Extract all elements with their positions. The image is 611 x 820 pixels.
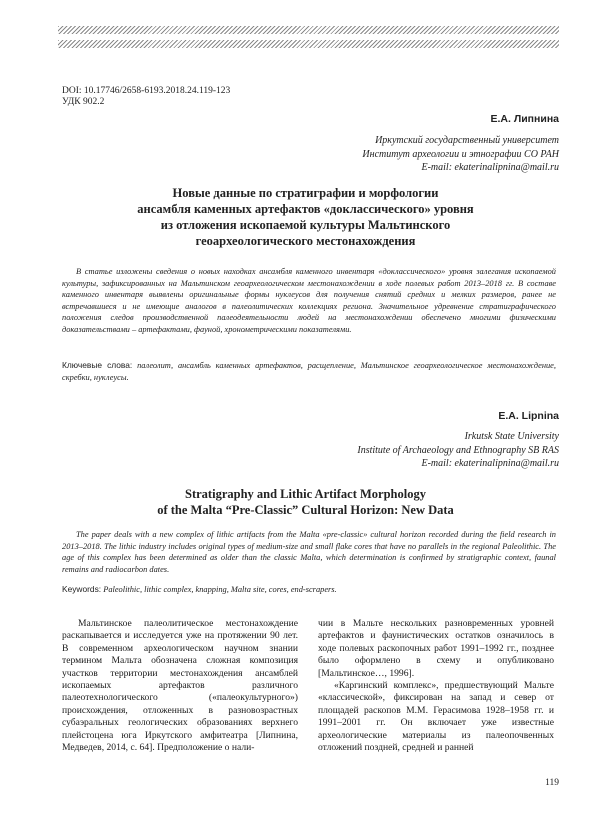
affiliation-en bbox=[357, 430, 559, 471]
title-en bbox=[80, 486, 531, 518]
udk: УДК 902.2 bbox=[62, 97, 105, 107]
body-paragraph: чии в Мальте нескольких разновременных уровней артефактов и фаунистических остатков означилось в ходе полевых раскопочных работ 1991–1992 гг., позднее было оформлено в схему и опубликовано [Мальтинское…, 1996]. bbox=[318, 618, 554, 679]
page-number: 119 bbox=[545, 778, 559, 788]
title-en-line: of the Malta “Pre-Classic” Cultural Horizon: New Data bbox=[157, 503, 454, 517]
email-en: E-mail: ekaterinalipnina@mail.ru bbox=[421, 458, 559, 469]
keywords-ru-value: палеолит, ансамбль каменных артефактов, расщепление, Мальтинское геоархеологическое местонахождение, скребки, нуклеусы. bbox=[62, 361, 556, 382]
body-paragraph: «Каргинский комплекс», предшествующий Мальте «классической», фиксирован на запад и север от площадей раскопов М.М. Герасимова 1928–1958 гг. и 1991–2001 гг. Он включает уже известные археологические материалы из палеопочвенных отложений поздней, средней и ранней bbox=[318, 680, 554, 754]
title-en-line: Stratigraphy and Lithic Artifact Morphology bbox=[185, 487, 426, 501]
affiliation-en-line: Institute of Archaeology and Ethnography SB RAS bbox=[357, 444, 559, 456]
abstract-en: The paper deals with a new complex of lithic artifacts from the Malta «pre-classic» cultural horizon recorded during the field research in 2013–2018. The lithic industry includes original types of medium-size and small flake cores that have no parallels in the regional Paleolithic. The age of this complex has been determined as older than the classic Malta, which determination is confirmed by stratigraphic context, faunal remains and radiocarbon dates. bbox=[62, 530, 556, 574]
title-ru-line: Новые данные по стратиграфии и морфологии bbox=[172, 186, 439, 200]
title-ru-line: из отложения ископаемой культуры Мальтинского bbox=[160, 218, 451, 232]
author-ru: Е.А. Липнина bbox=[490, 113, 559, 125]
header-rule-bottom bbox=[58, 40, 559, 48]
keywords-en-label: Keywords: bbox=[62, 584, 102, 594]
keywords-ru bbox=[62, 360, 556, 383]
affiliation-ru-line: Иркутский государственный университет bbox=[375, 135, 559, 146]
body-column-left bbox=[62, 618, 298, 754]
header-rule-top bbox=[58, 26, 559, 34]
title-ru bbox=[80, 185, 531, 249]
affiliation-en-line: Irkutsk State University bbox=[464, 431, 559, 442]
body-column-right bbox=[318, 618, 554, 754]
abstract-ru: В статье изложены сведения о новых находках ансамбля каменного инвентаря «доклассического» уровня залегания ископаемой культуры, зафиксированных на Мальтинском геоархеологическом местонахождении в ходе полевых работ 2013–2018 гг. В составе каменного инвентаря выявлены оригинальные формы нуклеусов для получения снятий средних и мелких размеров, ранее не встречавшиеся и не имеющие аналогов в палеолитических коллекциях региона. Значительное удревнение стратиграфического положения следов производственной палеодеятельности людей на местонахождении обеспечено многими физическими доказательствами – артефактами, фауной, хронометрическими показателями. bbox=[62, 267, 556, 334]
email-ru: E-mail: ekaterinalipnina@mail.ru bbox=[421, 162, 559, 173]
keywords-ru-label: Ключевые слова: bbox=[62, 360, 133, 370]
title-ru-line: геоархеологического местонахождения bbox=[195, 234, 416, 248]
keywords-en-value: Paleolithic, lithic complex, knapping, Malta site, cores, end-scrapers. bbox=[103, 585, 337, 594]
affiliation-ru bbox=[362, 134, 559, 175]
title-ru-line: ансамбля каменных артефактов «доклассического» уровня bbox=[137, 202, 474, 216]
doi: DOI: 10.17746/2658-6193.2018.24.119-123 bbox=[62, 86, 231, 96]
keywords-en bbox=[62, 584, 556, 596]
affiliation-ru-line: Институт археологии и этнографии СО РАН bbox=[362, 148, 559, 160]
author-en: E.A. Lipnina bbox=[498, 410, 559, 422]
body-paragraph: Мальтинское палеолитическое местонахождение раскапывается и исследуется уже на протяжении 90 лет. В современном археологическом научном знании термином Мальта обозначена сложная композиция участков территории местонахождения ансамблей ископаемых артефактов различного палеотехнологического («палеокультурного») происхождения, отложенных в разновозрастных субаэральных геологических образованиях верхнего плейстоцена юга Иркутского амфитеатра [Липнина, Медведев, 2014, с. 64]. Предположение о нали- bbox=[62, 618, 298, 754]
